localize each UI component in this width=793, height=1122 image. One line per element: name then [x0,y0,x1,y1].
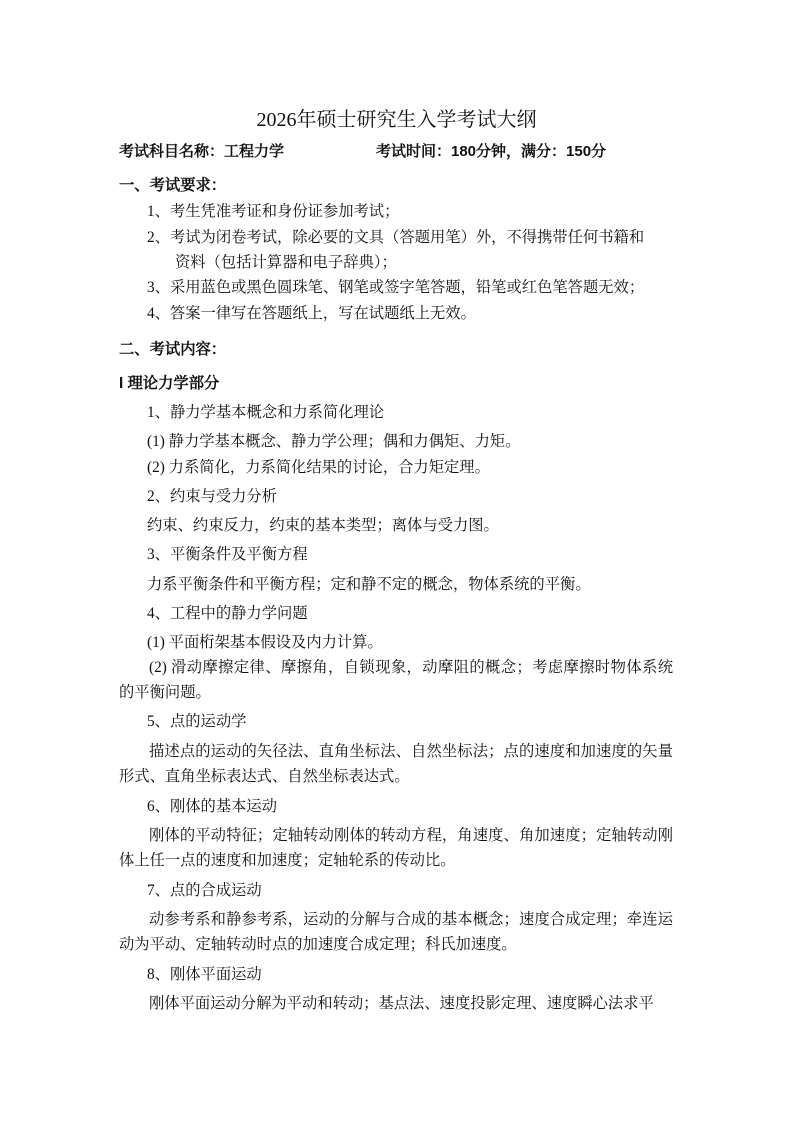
topic-title: 1、静力学基本概念和力系简化理论 [147,404,385,421]
topic-title: 6、刚体的基本运动 [147,798,278,815]
topic-line: 力系平衡条件和平衡方程；定和静不定的概念，物体系统的平衡。 [147,576,591,593]
requirement-item-continued: 资料（包括计算器和电子辞典）； [175,254,397,271]
requirement-item: 3、采用蓝色或黑色圆珠笔、钢笔或签字笔答题，铅笔或红色笔答题无效； [147,279,645,296]
requirement-item: 2、考试为闭卷考试，除必要的文具（答题用笔）外，不得携带任何书籍和 [147,229,645,246]
section-heading: 一、考试要求： [119,177,227,194]
topic-line: 刚体的平动特征；定轴转动刚体的转动方程，角速度、角加速度；定轴转动刚体上任一点的速度和加速度；定轴轮系的传动比。 [119,827,673,869]
exam-subject: 考试科目名称：工程力学 [119,143,285,160]
requirement-item: 4、答案一律写在答题纸上，写在试题纸上无效。 [147,305,476,322]
topic-line: (1) 静力学基本概念、静力学公理；偶和力偶矩、力矩。 [147,433,521,450]
requirement-item: 1、考生凭准考证和身份证参加考试； [147,203,400,220]
topic-line: 描述点的运动的矢径法、直角坐标法、自然坐标法；点的速度和加速度的矢量形式、直角坐标表达式、自然坐标表达式。 [119,743,673,785]
topic-line: (2) 滑动摩擦定律、摩擦角，自锁现象，动摩阻的概念；考虑摩擦时物体系统的平衡问题。 [119,659,673,701]
topic-title: 5、点的运动学 [147,713,247,730]
topic-title: 7、点的合成运动 [147,882,262,899]
topic-line: (2) 力系简化，力系简化结果的讨论，合力矩定理。 [147,459,490,476]
topic-title: 4、工程中的静力学问题 [147,605,308,622]
exam-info: 考试时间：180分钟，满分：150分 [376,143,607,160]
topic-title: 2、约束与受力分析 [147,488,278,505]
topic-title: 8、刚体平面运动 [147,966,262,983]
topic-line: (1) 平面桁架基本假设及内力计算。 [147,634,383,651]
section-heading: 二、考试内容： [119,341,227,358]
topic-line: 约束、约束反力，约束的基本类型；离体与受力图。 [147,517,499,534]
topic-line: 动参考系和静参考系，运动的分解与合成的基本概念；速度合成定理；牵连运动为平动、定轴转动时点的加速度合成定理；科氏加速度。 [119,911,673,953]
page-title: 2026年硕士研究生入学考试大纲 [256,109,537,131]
topic-title: 3、平衡条件及平衡方程 [147,546,308,563]
part-heading: I 理论力学部分 [119,375,220,392]
topic-line: 刚体平面运动分解为平动和转动；基点法、速度投影定理、速度瞬心法求平 [149,995,654,1012]
